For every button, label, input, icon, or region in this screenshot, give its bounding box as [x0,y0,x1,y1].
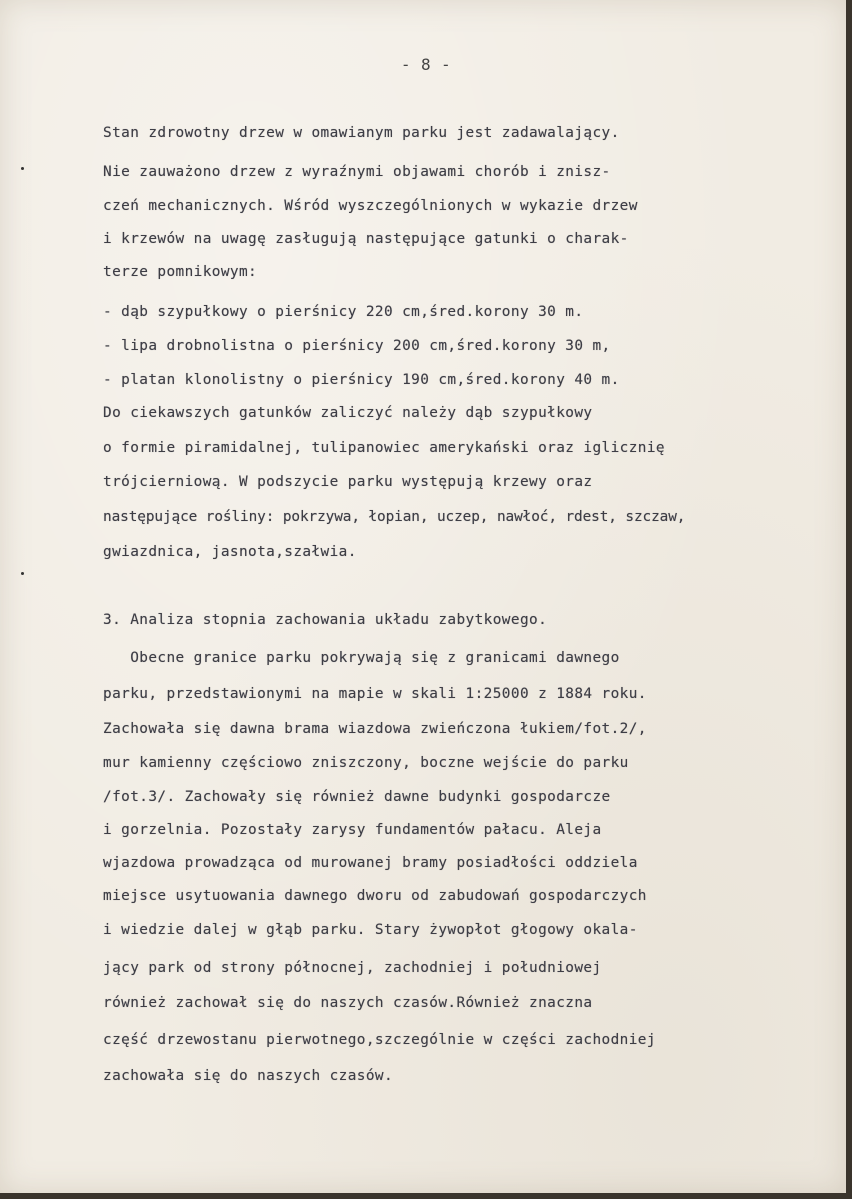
text-line: i gorzelnia. Pozostały zarysy fundamentów pałacu. Aleja [103,822,602,838]
text-line: terze pomnikowym: [103,264,258,280]
text-line: również zachował się do naszych czasów.Również znaczna [103,995,593,1011]
text-line: wjazdowa prowadząca od murowanej bramy posiadłości oddziela [103,855,638,871]
text-line: o formie piramidalnej, tulipanowiec amerykański oraz iglicznię [103,440,665,456]
text-line: trójcierniową. W podszycie parku występują krzewy oraz [103,474,593,490]
list-item: - dąb szypułkowy o pierśnicy 220 cm,śred.korony 30 m. [103,304,584,320]
text-line: gwiazdnica, jasnota,szałwia. [103,544,357,560]
text-line: i krzewów na uwagę zasługują następujące gatunki o charak- [103,231,629,247]
text-line: następujące rośliny: pokrzywa, łopian, uczep, nawłoć, rdest, szczaw, [103,509,686,525]
list-item: - platan klonolistny o pierśnicy 190 cm,śred.korony 40 m. [103,372,620,388]
text-line: jący park od strony północnej, zachodniej i południowej [103,960,602,976]
section-heading: 3. Analiza stopnia zachowania układu zabytkowego. [103,612,548,628]
text-line: miejsce usytuowania dawnego dworu od zabudowań gospodarczych [103,888,647,904]
text-line: parku, przedstawionymi na mapie w skali 1:25000 z 1884 roku. [103,686,647,702]
text-line: czeń mechanicznych. Wśród wyszczególnionych w wykazie drzew [103,198,638,214]
text-line: Zachowała się dawna brama wiazdowa zwieńczona łukiem/fot.2/, [103,721,647,737]
text-line: część drzewostanu pierwotnego,szczególnie w części zachodniej [103,1032,656,1048]
margin-mark [21,572,24,575]
text-line: mur kamienny częściowo zniszczony, boczne wejście do parku [103,755,629,771]
margin-mark [21,167,24,170]
text-line: i wiedzie dalej w głąb parku. Stary żywopłot głogowy okala- [103,922,638,938]
text-line: Stan zdrowotny drzew w omawianym parku jest zadawalający. [103,125,620,141]
text-line: /fot.3/. Zachowały się również dawne budynki gospodarcze [103,789,611,805]
text-line: Obecne granice parku pokrywają się z granicami dawnego [103,650,620,666]
text-line: zachowała się do naszych czasów. [103,1068,394,1084]
list-item: - lipa drobnolistna o pierśnicy 200 cm,śred.korony 30 m, [103,338,611,354]
page-number: - 8 - [400,55,452,74]
text-line: Nie zauważono drzew z wyraźnymi objawami chorób i znisz- [103,164,611,180]
text-line: Do ciekawszych gatunków zaliczyć należy dąb szypułkowy [103,405,593,421]
